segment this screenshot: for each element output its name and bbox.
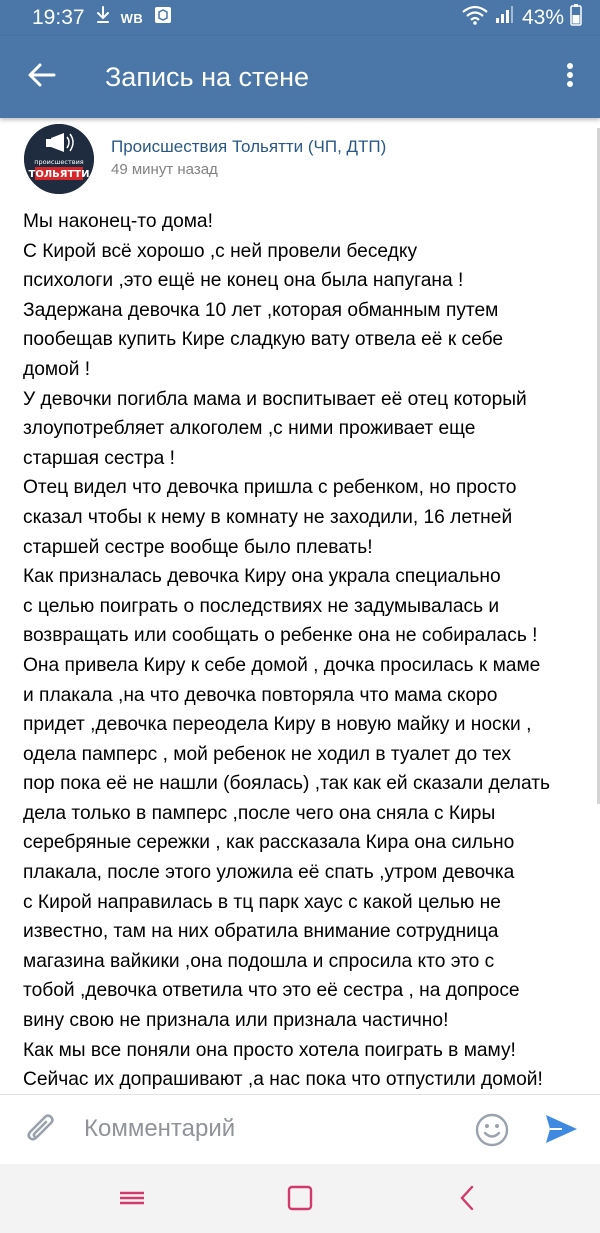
post-text-line: с целью поиграть о последствиях не задумывалась и (23, 595, 500, 617)
signal-icon (494, 5, 514, 31)
more-vertical-icon (566, 62, 574, 93)
attach-button[interactable] (22, 1111, 60, 1149)
author-link[interactable]: Происшествия Тольятти (ЧП, ДТП) (111, 137, 387, 156)
post-text-line: сказал чтобы к нему в комнату не заходили, 16 летней (23, 506, 513, 528)
page-title: Запись на стене (105, 61, 310, 92)
post-text-line: домой ! (23, 358, 91, 380)
app-bar (0, 36, 600, 118)
system-back-button[interactable] (454, 1184, 482, 1212)
more-menu-button[interactable] (540, 36, 600, 118)
post-text-line: старшей сестре вообще было плевать! (23, 536, 373, 558)
send-icon (542, 1135, 580, 1152)
post-text-line: злоупотребляет алкоголем ,с ними проживает еще (23, 418, 476, 440)
home-square-icon (286, 1199, 314, 1216)
mail-icon (95, 6, 111, 30)
arrow-left-icon (28, 63, 56, 92)
post-text-line: Сейчас их допрашивают ,а нас пока что отпустили домой! (23, 1069, 543, 1091)
back-button[interactable] (0, 36, 84, 118)
recent-apps-icon (118, 1199, 146, 1216)
wb-indicator: WB (120, 10, 144, 26)
battery-percent: 43% (521, 6, 564, 29)
avatar-text-main: ТОЛЬЯТТИ (28, 169, 90, 180)
post-text-line: одела памперс , мой ребенок не ходил в туалет до тех (23, 743, 511, 765)
post-time: 49 минут назад (111, 161, 218, 178)
emoji-button[interactable] (474, 1112, 510, 1148)
post-text-line: придет ,девочка переодела Киру в новую майку и носки , (23, 714, 532, 736)
post-text-line: вину свою не признала или признала частично! (23, 1010, 449, 1032)
post-text-line: старшая сестра ! (23, 447, 175, 469)
post-text-line: магазина вайкики ,она подошла и спросила кто это с (23, 950, 495, 972)
post-text-line: плакала, после этого уложила её спать ,утром девочка (23, 862, 515, 884)
post-text-line: С Кирой всё хорошо ,с ней провели беседку (23, 240, 418, 262)
post-header (0, 118, 600, 202)
post-text-line: Отец видел что девочка пришла с ребенком, но просто (23, 477, 517, 499)
comment-input[interactable]: Комментарий (84, 1115, 236, 1142)
post-text-line: Как призналась девочка Киру она украла специально (23, 566, 501, 588)
post-text-line: возвращать или сообщать о ребенке она не собиралась ! (23, 625, 538, 647)
post-text-line: тобой ,девочка ответила что это её сестра , на допросе (23, 980, 520, 1002)
post-text-line: пообещав купить Кире сладкую вату отвела её к себе (23, 329, 504, 351)
avatar[interactable] (24, 124, 94, 194)
paperclip-icon (22, 1136, 60, 1153)
post-text-line: Как мы все поняли она просто хотела поиграть в маму! (23, 1039, 516, 1061)
post-text-line: и плакала ,на что девочка повторяла что мама скоро (23, 684, 498, 706)
smile-icon (474, 1135, 510, 1152)
comment-bar (0, 1094, 600, 1164)
system-nav-bar (0, 1164, 600, 1233)
post-text-line: известно, там на них обратила внимание сотрудница (23, 921, 499, 943)
post-text-line: Она привела Киру к себе домой , дочка просилась к маме (23, 654, 541, 676)
chevron-left-icon (454, 1199, 482, 1216)
post-text-line: психологи ,это ещё не конец она была напугана ! (23, 270, 464, 292)
status-time: 19:37 (32, 6, 85, 29)
post-text-line: дела только в памперс ,после чего она сняла с Киры (23, 802, 496, 824)
post-text-line: У девочки погибла мама и воспитывает её отец который (23, 388, 527, 410)
post-text-line: Мы наконец-то дома! (23, 211, 213, 232)
post-text-line: Задержана девочка 10 лет ,которая обманным путем (23, 299, 499, 321)
post-text-line: пор пока её не нашли (боялась) ,так как ей сказали делать (23, 773, 551, 795)
post-text (23, 207, 583, 1095)
post-text-line: серебряные сережки , как рассказала Кира она сильно (23, 832, 515, 854)
cube-icon (153, 5, 173, 31)
battery-icon (570, 4, 582, 32)
avatar-text-top: происшествия (34, 158, 84, 166)
send-button[interactable] (542, 1110, 580, 1148)
wifi-icon (462, 5, 488, 31)
recent-apps-button[interactable] (118, 1184, 146, 1212)
post-text-line: с Кирой направилась в тц парк хаус с какой целью не (23, 891, 501, 913)
status-bar (0, 0, 600, 36)
home-button[interactable] (286, 1184, 314, 1212)
